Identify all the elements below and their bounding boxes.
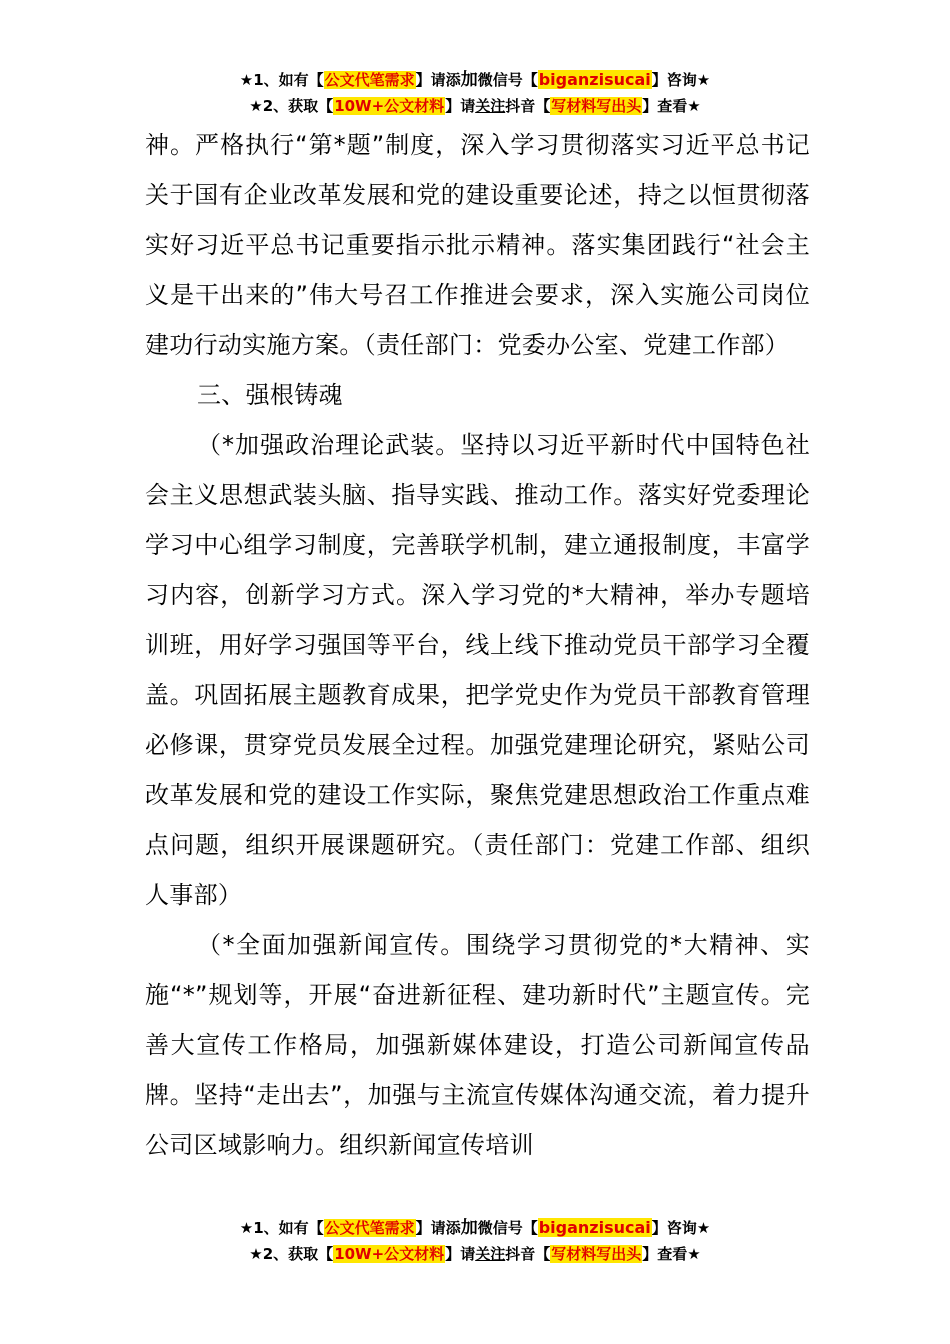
banner-highlight: 写材料写出头 bbox=[551, 1245, 642, 1263]
banner-highlight: 10W+公文材料 bbox=[334, 97, 445, 115]
banner-text: ★1、如有【 bbox=[239, 1219, 324, 1237]
section-heading: 三、强根铸魂 bbox=[197, 381, 343, 409]
banner-line-2 bbox=[0, 94, 950, 118]
banner-text: 】咨询★ bbox=[651, 1219, 711, 1237]
banner-text: 】请添 bbox=[415, 71, 461, 89]
banner-text: 抖音【 bbox=[505, 1245, 551, 1263]
banner-highlight: 10W+公文材料 bbox=[334, 1245, 445, 1263]
banner-text: 】查看★ bbox=[642, 1245, 701, 1263]
banner-text: 】请 bbox=[445, 97, 476, 115]
banner-text: ★1、如有【 bbox=[239, 71, 324, 89]
banner-text: 】咨询★ bbox=[651, 71, 711, 89]
document-body bbox=[145, 120, 810, 1170]
banner-text: 微信号【 bbox=[477, 71, 538, 89]
banner-highlight: 写材料写出头 bbox=[551, 97, 642, 115]
banner-emphasis: 加 bbox=[460, 1218, 478, 1238]
banner-text: ★2、获取【 bbox=[249, 97, 334, 115]
banner-emphasis: 关注 bbox=[475, 97, 506, 115]
banner-text: 】请添 bbox=[415, 1219, 461, 1237]
paragraph: （*全面加强新闻宣传。围绕学习贯彻党的*大精神、实施“*”规划等，开展“奋进新征程、建功新时代”主题宣传。完善大宣传工作格局，加强新媒体建设，打造公司新闻宣传品牌。坚持“走出去”，加强与主流宣传媒体沟通交流，着力提升公司区域影响力。组织新闻宣传培训 bbox=[145, 931, 810, 1159]
banner-line-1 bbox=[0, 1216, 950, 1240]
banner-emphasis: 加 bbox=[460, 70, 478, 90]
banner-line-2 bbox=[0, 1242, 950, 1266]
banner-wechat-id: biganzisucai bbox=[538, 1218, 651, 1237]
banner-text: 抖音【 bbox=[505, 97, 551, 115]
banner-text: 微信号【 bbox=[477, 1219, 538, 1237]
banner-highlight: 公文代笔需求 bbox=[324, 1219, 415, 1237]
paragraph: （*加强政治理论武装。坚持以习近平新时代中国特色社会主义思想武装头脑、指导实践、推动工作。落实好党委理论学习中心组学习制度，完善联学机制，建立通报制度，丰富学习内容，创新学习方式。深入学习党的*大精神，举办专题培训班，用好学习强国等平台，线上线下推动党员干部学习全覆盖。巩固拓展主题教育成果，把学党史作为党员干部教育管理必修课，贯穿党员发展全过程。加强党建理论研究，紧贴公司改革发展和党的建设工作实际，聚焦党建思想政治工作重点难点问题，组织开展课题研究。（责任部门：党建工作部、组织人事部） bbox=[145, 431, 810, 909]
banner-highlight: 公文代笔需求 bbox=[324, 71, 415, 89]
banner-text: ★2、获取【 bbox=[249, 1245, 334, 1263]
banner-line-1 bbox=[0, 68, 950, 92]
paragraph: 神。严格执行“第*题”制度，深入学习贯彻落实习近平总书记关于国有企业改革发展和党的建设重要论述，持之以恒贯彻落实好习近平总书记重要指示批示精神。落实集团践行“社会主义是干出来的”伟大号召工作推进会要求，深入实施公司岗位建功行动实施方案。（责任部门：党委办公室、党建工作部） bbox=[145, 131, 810, 359]
banner-text: 】查看★ bbox=[642, 97, 701, 115]
banner-text: 】请 bbox=[445, 1245, 476, 1263]
banner-wechat-id: biganzisucai bbox=[538, 70, 651, 89]
banner-emphasis: 关注 bbox=[475, 1245, 506, 1263]
